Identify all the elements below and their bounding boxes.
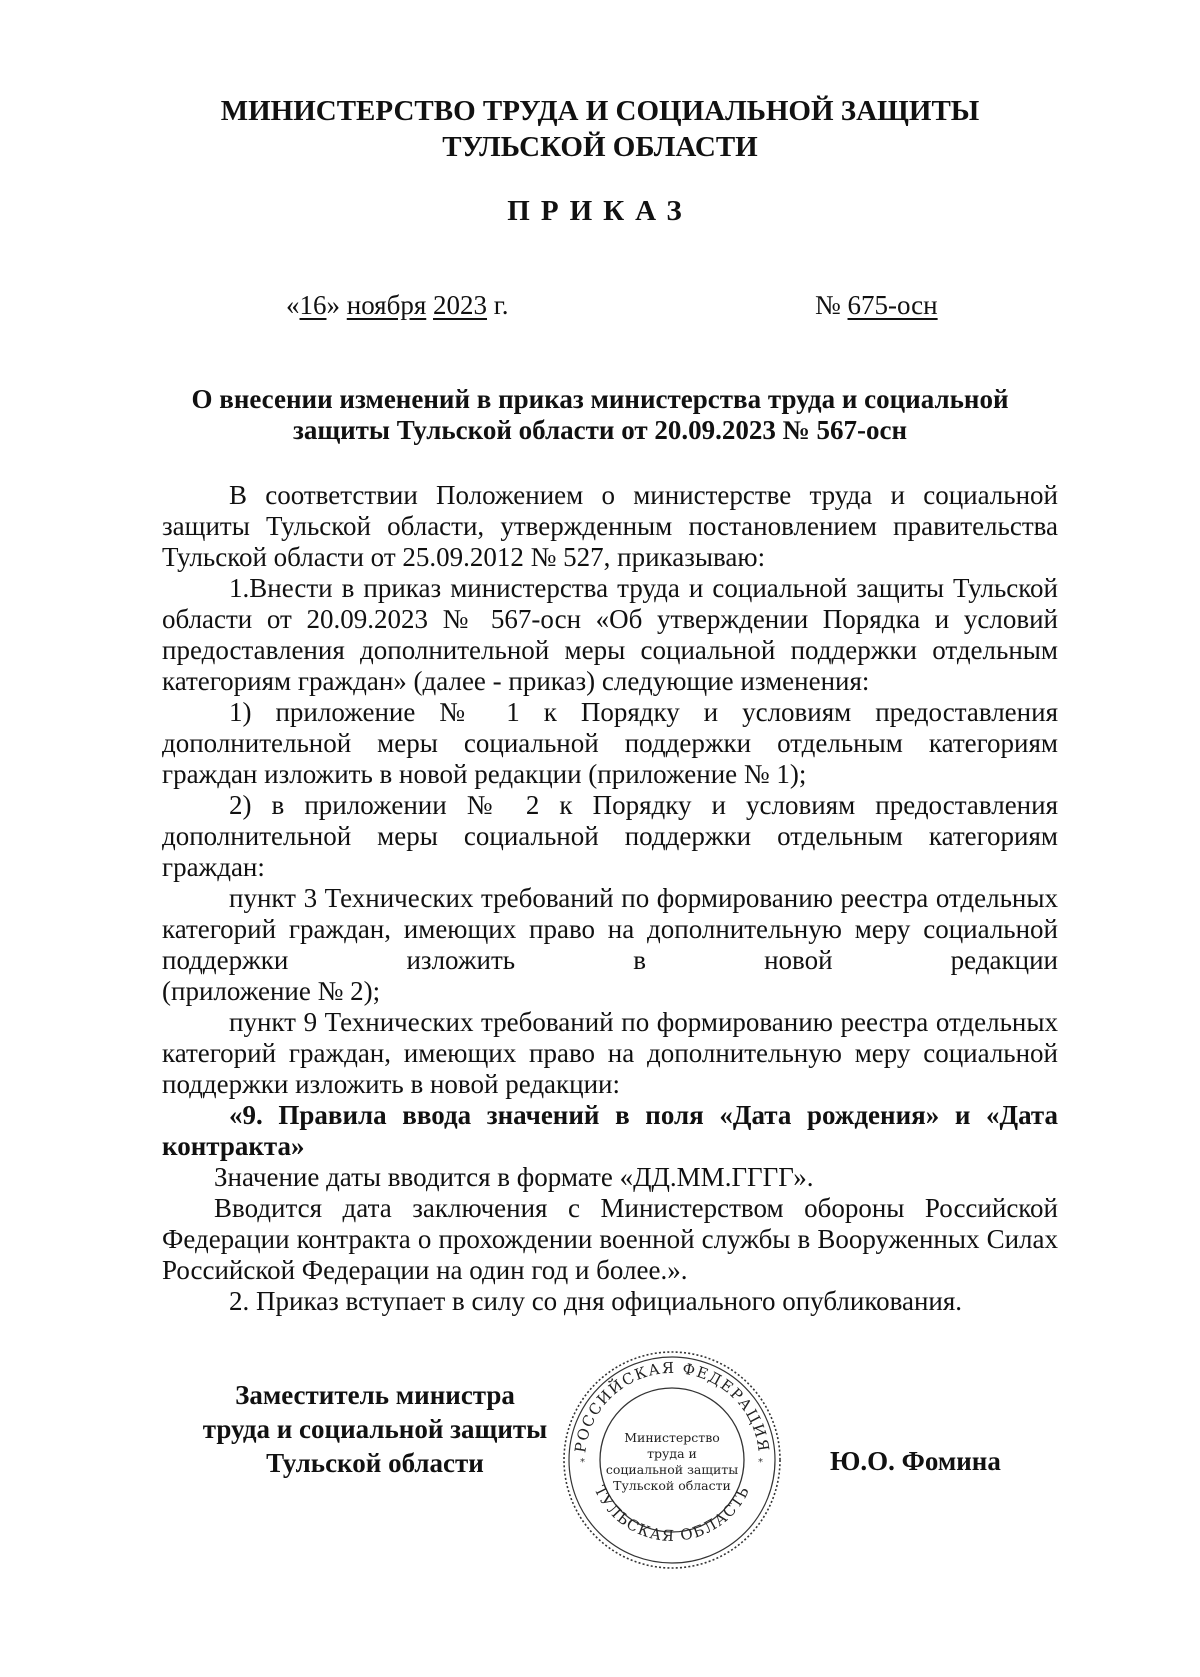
signer-position-line3: Тульской области [266,1448,484,1478]
date-open-quote: « [286,290,300,320]
date-year-suffix: г. [493,290,509,320]
paragraph-date-format: Значение даты вводится в формате «ДД.ММ.ГГГГ». [214,1162,814,1192]
paragraph-item-2: 2. Приказ вступает в силу со дня официального опубликования. [229,1286,963,1316]
svg-text:РОССИЙСКАЯ ФЕДЕРАЦИЯ: РОССИЙСКАЯ ФЕДЕРАЦИЯ [571,1358,773,1454]
ministry-name-line2: ТУЛЬСКОЙ ОБЛАСТИ [442,131,758,163]
paragraph-point-9: пункт 9 Технических требований по формированию реестра отдельных категорий граждан, имеющих право на дополнительную меру социальной поддержки изложить в новой редакции: [162,1007,1058,1099]
title-line1: О внесении изменений в приказ министерства труда и социальной [191,384,1009,414]
signer-name: Ю.О. Фомина [830,1446,1001,1476]
paragraph-subitem-1: 1) приложение № 1 к Порядку и условиям предоставления дополнительной меры социальной поддержки отдельным категориям граждан изложить в новой редакции (приложение № 1); [162,697,1058,789]
paragraph-rule-9-heading: «9. Правила ввода значений в поля «Дата рождения» и «Дата контракта» [162,1100,1058,1161]
stamp-inner-text [560,1430,784,1494]
svg-text:*: * [580,1457,585,1468]
svg-text:*: * [758,1457,763,1468]
document-title [150,384,1050,446]
paragraph-contract-date: Вводится дата заключения с Министерством обороны Российской Федерации контракта о прохождении военной службы в Вооруженных Силах Российской Федерации на один год и более.». [162,1193,1058,1285]
stamp-inner-line3: социальной защиты [605,1462,739,1477]
paragraph-point-3-line2: поддержки изложить в новой редакции [162,945,1058,975]
stamp-inner-line4: Тульской области [613,1478,731,1493]
paragraph-point-3-line3: (приложение № 2); [162,976,381,1006]
order-number [815,289,938,321]
paragraph-point-3-line1: пункт 3 Технических требований по формированию реестра отдельных категорий граждан, имеющих право на дополнительную меру социальной [162,883,1058,944]
svg-text:ТУЛЬСКАЯ ОБЛАСТЬ: ТУЛЬСКАЯ ОБЛАСТЬ [590,1482,754,1546]
signer-position-line1: Заместитель министра [235,1380,515,1410]
document-type: ПРИКАЗ [507,195,693,227]
title-line2: защиты Тульской области от 20.09.2023 № 567-осн [292,415,908,445]
date-close-quote: » [326,290,340,320]
stamp-inner-line2: труда и [647,1446,697,1461]
paragraph-subitem-2: 2) в приложении № 2 к Порядку и условиям предоставления дополнительной меры социальной поддержки отдельным категориям граждан: [162,790,1058,882]
paragraph-preamble: В соответствии Положением о министерстве труда и социальной защиты Тульской области, утвержденным постановлением правительства Тульской области от 25.09.2012 № 527, приказываю: [162,480,1058,572]
stamp-inner-line1: Министерство [624,1430,720,1445]
official-stamp [560,1348,784,1572]
date-day: 16 [299,290,327,320]
signer-position [180,1378,570,1480]
date-year: 2023 [433,290,488,320]
order-date [286,289,509,321]
paragraph-item-1: 1.Внести в приказ министерства труда и социальной защиты Тульской области от 20.09.2023 № 567-осн «Об утверждении Порядка и условий предоставления дополнительной меры социальной поддержки отдельным категориям граждан» (далее - приказ) следующие изменения: [162,573,1058,696]
ministry-header [0,93,1200,165]
number-label: № [815,290,841,320]
date-month: ноября [346,290,427,320]
ministry-name-line1: МИНИСТЕРСТВО ТРУДА И СОЦИАЛЬНОЙ ЗАЩИТЫ [220,95,980,127]
document-body [162,480,1058,1317]
signer-position-line2: труда и социальной защиты [202,1414,548,1444]
number-value: 675-осн [847,290,938,320]
